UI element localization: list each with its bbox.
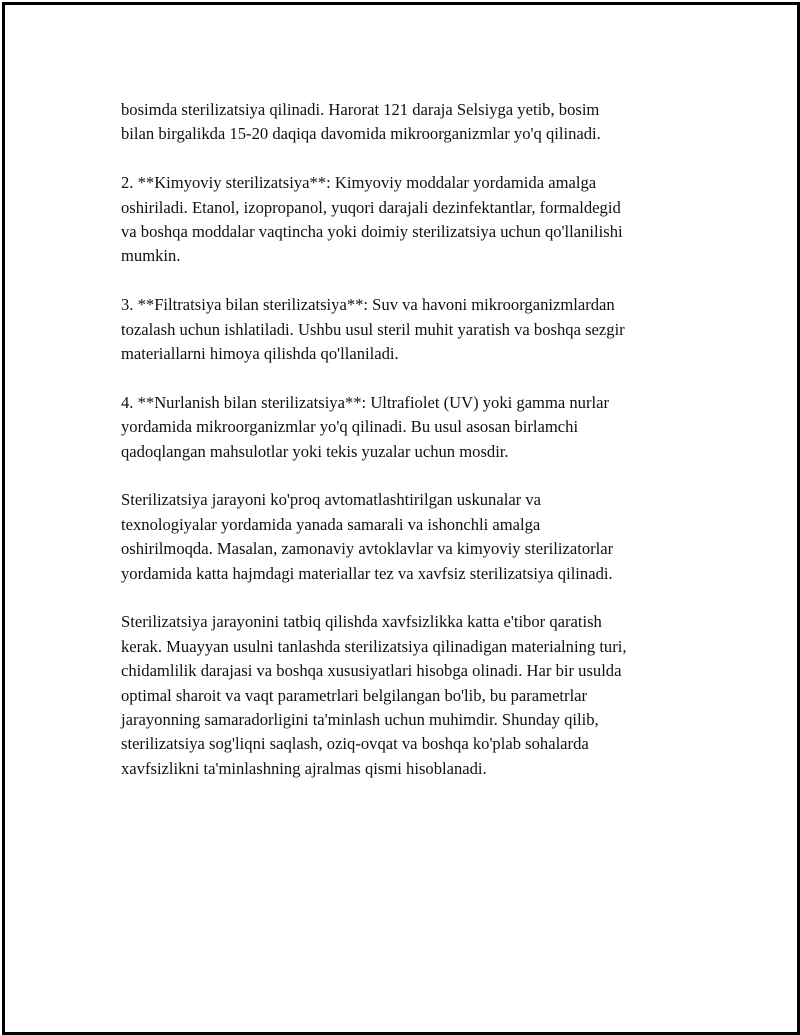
text-line: chidamlilik darajasi va boshqa xususiyatlari hisobga olinadi. Har bir usulda bbox=[121, 661, 622, 681]
paragraph-chemical-sterilization bbox=[121, 171, 701, 269]
text-line: 2. **Kimyoviy sterilizatsiya**: Kimyoviy moddalar yordamida amalga bbox=[121, 173, 597, 193]
paragraph-automation bbox=[121, 488, 701, 586]
text-line: oshiriladi. Etanol, izopropanol, yuqori darajali dezinfektantlar, formaldegid bbox=[121, 197, 621, 217]
paragraph-filtration-sterilization bbox=[121, 293, 701, 366]
text-line: 4. **Nurlanish bilan sterilizatsiya**: Ultrafiolet (UV) yoki gamma nurlar bbox=[121, 392, 610, 412]
document-body bbox=[121, 98, 701, 781]
text-line: Sterilizatsiya jarayonini tatbiq qilishda xavfsizlikka katta e'tibor qaratish bbox=[121, 612, 602, 632]
text-line: sterilizatsiya sog'liqni saqlash, oziq-ovqat va boshqa ko'plab sohalarda bbox=[121, 734, 589, 754]
text-line: mumkin. bbox=[121, 246, 181, 266]
paragraph-radiation-sterilization bbox=[121, 391, 701, 464]
text-line: bosimda sterilizatsiya qilinadi. Harorat 121 daraja Selsiyga yetib, bosim bbox=[121, 100, 600, 119]
text-line: qadoqlangan mahsulotlar yoki tekis yuzalar uchun mosdir. bbox=[121, 441, 509, 461]
text-line: va boshqa moddalar vaqtincha yoki doimiy sterilizatsiya uchun qo'llanilishi bbox=[121, 222, 623, 242]
page-frame bbox=[2, 2, 800, 1035]
text-line: yordamida katta hajmdagi materiallar tez va xavfsiz sterilizatsiya qilinadi. bbox=[121, 563, 613, 583]
text-line: jarayonning samaradorligini ta'minlash uchun muhimdir. Shunday qilib, bbox=[121, 710, 599, 730]
text-line: Sterilizatsiya jarayoni ko'proq avtomatlashtirilgan uskunalar va bbox=[121, 490, 542, 510]
text-line: 3. **Filtratsiya bilan sterilizatsiya**: Suv va havoni mikroorganizmlardan bbox=[121, 295, 615, 315]
text-line: optimal sharoit va vaqt parametrlari belgilangan bo'lib, bu parametrlar bbox=[121, 685, 588, 705]
text-line: oshirilmoqda. Masalan, zamonaviy avtoklavlar va kimyoviy sterilizatorlar bbox=[121, 539, 614, 559]
text-line: bilan birgalikda 15-20 daqiqa davomida mikroorganizmlar yo'q qilinadi. bbox=[121, 124, 601, 144]
text-line: texnologiyalar yordamida yanada samarali va ishonchli amalga bbox=[121, 514, 541, 534]
text-line: xavfsizlikni ta'minlashning ajralmas qismi hisoblanadi. bbox=[121, 758, 487, 778]
text-line: yordamida mikroorganizmlar yo'q qilinadi. Bu usul asosan birlamchi bbox=[121, 417, 579, 437]
paragraph-autoclave-continuation bbox=[121, 98, 701, 147]
paragraph-safety-conclusion bbox=[121, 610, 701, 781]
text-line: tozalash uchun ishlatiladi. Ushbu usul steril muhit yaratish va boshqa sezgir bbox=[121, 319, 625, 339]
text-line: materiallarni himoya qilishda qo'llaniladi. bbox=[121, 344, 399, 364]
text-line: kerak. Muayyan usulni tanlashda sterilizatsiya qilinadigan materialning turi, bbox=[121, 636, 627, 656]
